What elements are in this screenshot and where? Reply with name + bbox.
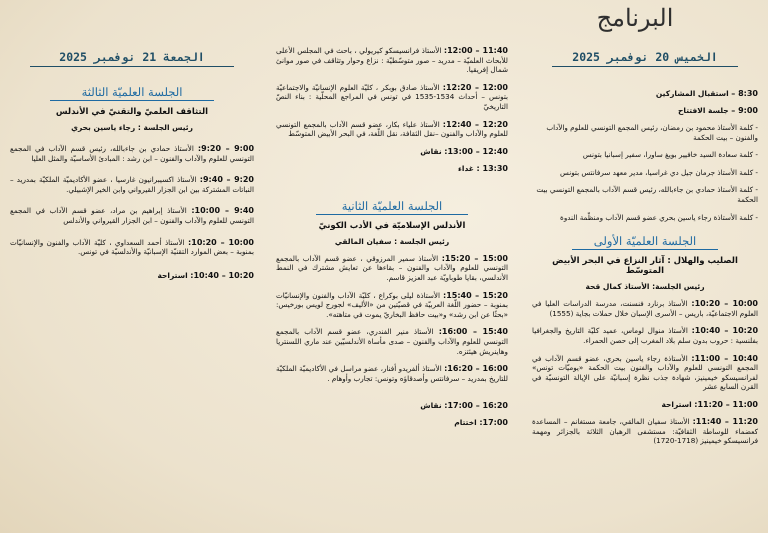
lunch-text: غداء [458,163,474,173]
discussion-time: 16:20 – 17:00: [444,401,508,411]
session1-title: الجلسة العلميّة الأولى [572,234,718,250]
speech-item: - كلمة الأستاذ حمادي بن جاءبالله، رئيس قسم الآداب بالمجمع التونسي بيت الحكمة [536,185,758,204]
talk-item [276,254,508,283]
middle-column [276,0,508,427]
opening-time: 9:00 – [731,106,758,115]
discussion-text: نقاش [420,146,442,156]
talk-text: الأستاذ اكسيبرانيون غارسيا ، عضو الأكاديميّة الملكيّة بمدريد – النباتات المشتركة بين ابن الجزار القيرواني وابن الخير الإشبيلي. [10,175,254,194]
opening-item [532,89,758,98]
discussion-item [276,147,508,156]
talk-time: 10:00 – 10:20: [188,237,254,247]
talk-item [276,291,508,320]
break-text: استراحة [157,270,188,280]
break-time: 11:00 – 11:20: [694,399,758,409]
session1-chair: رئيس الجلسة: الأستاذ كمال قحة [585,282,705,292]
day1-header: الخميس 20 نوفمبر 2025 [552,50,738,67]
talk-text: الأستاذ صادق بوبكر ، كليّة العلوم الإنسانيّة والاجتماعيّة بتونس – أحداث 1534-1535 في تونس في المراجع المحلّية : بناء النصّ التاريخيّ [276,82,508,111]
day2-header: الجمعة 21 نوفمبر 2025 [30,50,234,67]
opening-text: استقبال المشاركين [655,89,729,98]
talk-text: الأستاذ علياء بكار، عضو قسم الآداب بالمجمع التونسي للعلوم والآداب والفنون –نقل الثقافة، نقل اللّغة، في البحر الأبيض المتوسّط [276,119,508,139]
talk-item [10,144,254,163]
talk-text: الأستاذ منوال لوماس، عميد كليّة التاريخ والجغرافيا بفلنسية : حروب بدون سلم بلاد المغرب إلى حصن الحمراء. [532,326,758,345]
discussion-text: نقاش [420,401,442,411]
day1-column [532,0,758,446]
session1-subtitle: الصليب والهلال : آثار النزاع في البحر الأبيض المتوسّط [552,256,738,277]
opening-text: جلسة الافتتاح [678,106,729,115]
lunch-item [276,164,508,173]
talk-text: الأستاذ سمير المرزوقي ، عضو قسم الآداب بالمجمع التونسي للعلوم والآداب والفنون – بقاءها عن تعايش مشترك في النمط الأندلسي، بقايا طوباويّة عبد العزيز قاسم. [276,253,508,282]
talk-text: الأستاذ منير الفندري، عضو قسم الآداب بالمجمع التونسي للعلوم والآداب والفنون – صدى مأساة الأندلسيّين عند ماري اللسنتريا وهاينريش هيئتزه. [276,327,508,356]
talk-time: 12:00 – 12:20: [442,82,508,92]
lunch-time: 13:30 : [476,163,508,173]
talk-item [532,326,758,345]
session2-subtitle: الأندلس الإسلاميّة في الأدب الكونيّ [318,220,466,231]
opening-item [532,106,758,115]
closing-item [276,418,508,427]
talk-time: 10:40 – 11:00: [691,353,758,363]
talk-time: 15:00 – 15:20: [441,253,508,263]
talk-time: 15:40 – 16:00: [438,327,508,337]
talk-time: 15:20 – 15:40: [442,290,508,300]
talk-time: 10:20 – 10:40: [691,326,759,336]
closing-text: اختتام [454,418,477,428]
session3-title: الجلسة العلميّة الثالثة [50,85,214,101]
talk-item [276,46,508,75]
break-item [10,271,254,280]
discussion-item [276,401,508,410]
speech-item: - كلمة الأستاذ جرمان جيل دي غراسيا، مدير معهد سرفانتس بتونس [560,167,758,177]
talk-item [532,299,758,318]
talk-time: 11:40 – 12:00: [443,46,508,55]
talk-item [276,327,508,356]
break-text: استراحة [661,399,692,409]
talk-time: 9:20 – 9:40: [199,175,254,185]
talk-text: الأستاذ ألفريدو أفنار، عضو مراسل في الأكاديميّة الملكيّة للتاريخ بمدريد – سرفانتس وأصدقاؤه وتونس: تجارب وأوهام . [276,364,508,383]
page-title: البرنامج [596,4,674,32]
talk-item [532,354,758,392]
talk-time: 10:00 – 10:20: [691,299,758,309]
talk-item [10,206,254,225]
talk-item [10,175,254,194]
session3-subtitle: التثاقف العلميّ والتقنيّ في الأندلس [55,107,209,117]
closing-time: 17:00: [479,418,508,428]
break-item [532,400,758,409]
talk-item [10,238,254,257]
talk-time: 9:00 – 9:20: [197,144,255,153]
speech-item: - كلمة الأستاذة رجاء ياسين بحري عضو قسم الآداب ومنظّمة الندوة [560,212,758,222]
day2-column [10,0,254,280]
opening-time: 8:30 – [731,89,758,98]
talk-text: الأستاذ حمادي بن جاءبالله، رئيس قسم الآداب في المجمع التونسي للعلوم والآداب والفنون – ابن رشد : المبادئ الأساسيّة والمثل العليا [10,144,254,163]
talk-text: الأستاذ سفيان المالقي، جامعة مستغانم – المساعدة كعضماء للوساطة الثقافيّة: مستشفى الرهبان الثلاثة بالجزائر ومهمة فرانسيسكو خيمينيز (1718-1720) [532,416,758,446]
talk-text: الأستاذ إبراهيم بن مراد، عضو قسم الآداب في المجمع التونسي للعلوم والآداب والفنون – ابن الجزار القيرواني والأندلس [10,206,254,225]
talk-time: 16:00 – 16:20: [444,364,508,374]
session2-chair: رئيس الجلسة : سفيان المالقي [334,236,450,246]
speech-item: - كلمة الأستاذ محمود بن رمضان، رئيس المجمع التونسي للعلوم والآداب والفنون – بيت الحكمة [546,123,758,142]
talk-time: 9:40 – 10:00: [191,206,254,216]
session2-title: الجلسة العلميّة الثانية [316,199,468,215]
talk-item [276,364,508,383]
speech-item: - كلمة سعادة السيد خافيير بويغ ساورا، سفير إسبانيا بتونس [582,150,758,160]
break-time: 10:20 – 10:40: [190,270,254,280]
talk-text: الأستاذ برنارد فنسنت، مدرسة الدراسات العليا في العلوم الاجتماعيّة، باريس – الأسرى الإسبان خلال حملات بجاية (1555) [532,299,758,318]
talk-item [276,83,508,112]
talk-time: 12:20 – 12:40: [442,119,508,129]
talk-item [532,417,758,446]
talk-text: الأستاذة ليلى بوكراع ، كليّة الآداب والفنون والإنسانيّات بمنوبة – حضور اللّغة العربيّة في قصيّتين من «الأليف» لجورج لويس بورخيس: «بحثًا عن ابن رشد» و«بيت حافظ البخاريّ يموت في متاهته». [276,290,508,319]
discussion-time: 12:40 – 13:00: [444,146,508,156]
talk-item [276,120,508,139]
talk-text: الأستاذ فرانسيسكو كيريولي ، باحث في المجلس الأعلى للأبحاث العلميّة – مدريد – صور متوسّطيّة : نزاع وحوار وتثاقف في صور موانئ شمال إفريقيا. [276,46,508,75]
talk-text: الأستاذ أحمد السعداوي ، كليّة الآداب والفنون والإنسانيّات بمنوبة – بعض الموارد التقنيّة الإسبانيّة والأندلسيّة في تونس. [10,237,254,257]
talk-time: 11:20 – 11:40: [692,416,758,426]
session3-chair: رئيس الجلسة : رجاء ياسين بحري [71,123,193,132]
talk-text: الأستاذة رجاء ياسين بحري، عضو قسم الآداب في المجمع التونسي للعلوم والآداب والفنون بيت الحكمة «يوميّات تونس» لفرانسيسكو خيمينيز، شهادة جذب نظرة إسبانيّة على الإيالة التونسيّة في القرن السابع عشر [532,353,758,392]
